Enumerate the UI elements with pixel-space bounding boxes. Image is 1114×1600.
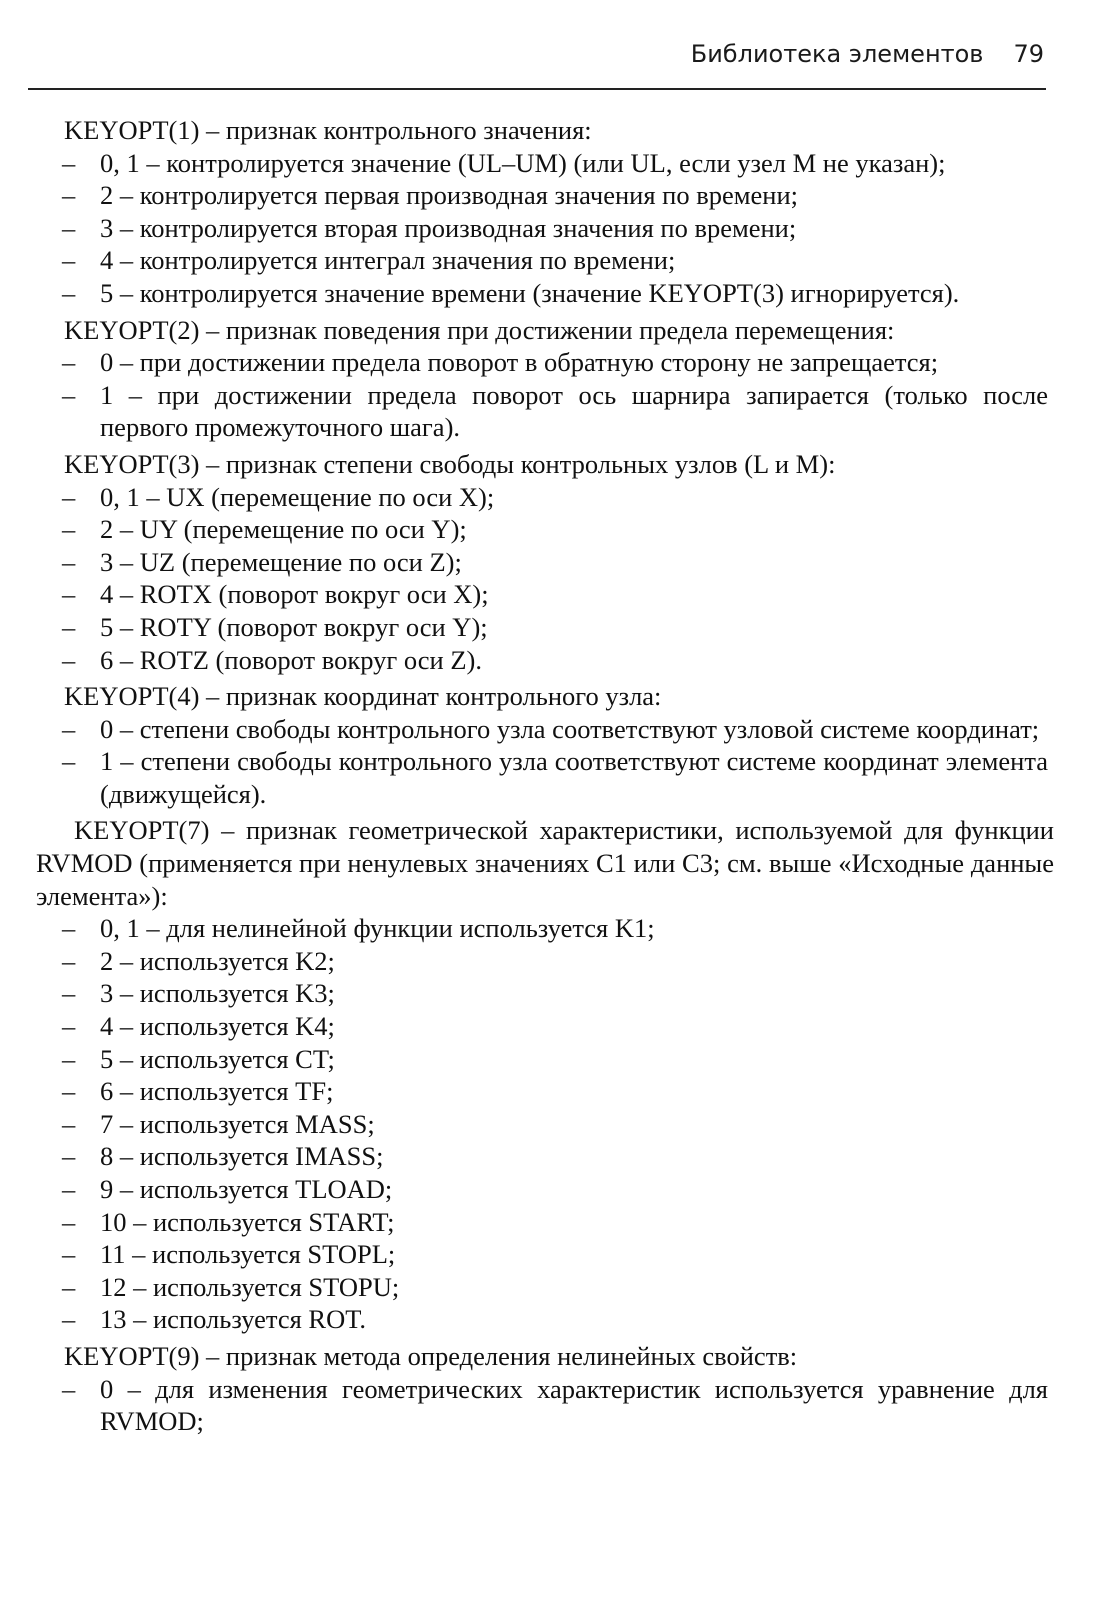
dash-marker: – bbox=[62, 1011, 76, 1042]
list-item: – 13 – используется ROT. bbox=[62, 1304, 367, 1335]
dash-marker: – bbox=[62, 1076, 76, 1107]
list-item: – 0 – для изменения геометрических характеристик используется уравнение для RVMOD; bbox=[62, 1373, 1048, 1437]
list-item: – 3 – UZ (перемещение по оси Z); bbox=[62, 546, 462, 577]
dash-marker: – bbox=[62, 147, 76, 178]
list-item: – 2 – UY (перемещение по оси Y); bbox=[62, 514, 467, 545]
keyopt-heading: KEYOPT(3) – признак степени свободы контрольных узлов (L и M): bbox=[64, 448, 836, 479]
keyopt-block bbox=[0, 814, 1114, 1336]
list-item: – 5 – используется CT; bbox=[62, 1043, 335, 1074]
dash-marker: – bbox=[62, 746, 76, 777]
list-item: – 0 – при достижении предела поворот в обратную сторону не запрещается; bbox=[62, 347, 939, 378]
dash-marker: – bbox=[62, 379, 76, 410]
dash-marker: – bbox=[62, 1239, 76, 1270]
dash-marker: – bbox=[62, 514, 76, 545]
dash-marker: – bbox=[62, 978, 76, 1009]
list-item: – 0, 1 – контролируется значение (UL–UM) (или UL, если узел M не указан); bbox=[62, 147, 946, 178]
dash-marker: – bbox=[62, 180, 76, 211]
dash-marker: – bbox=[62, 1304, 76, 1335]
dash-marker: – bbox=[62, 347, 76, 378]
dash-marker: – bbox=[62, 212, 76, 243]
list-item: – 10 – используется START; bbox=[62, 1206, 395, 1237]
dash-marker: – bbox=[62, 245, 76, 276]
list-item: – 1 – при достижении предела поворот ось шарнира запирается (только после первого промежуточного шага). bbox=[62, 379, 1048, 443]
list-item: – 6 – используется TF; bbox=[62, 1076, 334, 1107]
keyopt-block bbox=[0, 314, 1114, 444]
dash-marker: – bbox=[62, 546, 76, 577]
dash-marker: – bbox=[62, 579, 76, 610]
dash-marker: – bbox=[62, 481, 76, 512]
dash-marker: – bbox=[62, 713, 76, 744]
keyopt-block bbox=[0, 114, 1114, 310]
list-item: – 0, 1 – для нелинейной функции используется K1; bbox=[62, 913, 655, 944]
list-item: – 8 – используется IMASS; bbox=[62, 1141, 384, 1172]
dash-marker: – bbox=[62, 1108, 76, 1139]
keyopt-heading: KEYOPT(4) – признак координат контрольного узла: bbox=[64, 681, 662, 712]
list-item: – 9 – используется TLOAD; bbox=[62, 1174, 393, 1204]
list-item: – 5 – контролируется значение времени (значение KEYOPT(3) игнорируется). bbox=[62, 277, 960, 308]
keyopt-heading: KEYOPT(7) – признак геометрической характеристики, используемой для функции RVMOD (применяется при ненулевых значениях C1 или C3; см. выше «Исходные данные элемента»): bbox=[36, 815, 1054, 911]
list-item: – 3 – используется K3; bbox=[62, 978, 335, 1009]
page-body bbox=[0, 114, 1114, 1438]
dash-marker: – bbox=[62, 1043, 76, 1074]
list-item: – 4 – используется K4; bbox=[62, 1011, 335, 1042]
running-head bbox=[691, 40, 1044, 68]
header-rule bbox=[28, 88, 1046, 90]
dash-marker: – bbox=[62, 611, 76, 642]
dash-marker: – bbox=[62, 1141, 76, 1172]
dash-marker: – bbox=[62, 1271, 76, 1302]
dash-marker: – bbox=[62, 644, 76, 675]
dash-marker: – bbox=[62, 1206, 76, 1237]
dash-marker: – bbox=[62, 277, 76, 308]
list-item: – 2 – используется K2; bbox=[62, 945, 335, 976]
dash-marker: – bbox=[62, 913, 76, 944]
list-item: – 0 – степени свободы контрольного узла соответствуют узловой системе координат; bbox=[62, 713, 1040, 744]
keyopt-heading: KEYOPT(9) – признак метода определения нелинейных свойств: bbox=[64, 1340, 798, 1371]
list-item: – 2 – контролируется первая производная значения по времени; bbox=[62, 180, 798, 211]
keyopt-heading: KEYOPT(1) – признак контрольного значения: bbox=[64, 115, 592, 145]
list-item: – 11 – используется STOPL; bbox=[62, 1239, 396, 1270]
dash-marker: – bbox=[62, 945, 76, 976]
page-number: 79 bbox=[1013, 40, 1044, 68]
list-item: – 1 – степени свободы контрольного узла соответствуют системе координат элемента (движущейся). bbox=[62, 746, 1048, 809]
section-title: Библиотека элементов bbox=[690, 40, 984, 68]
dash-marker: – bbox=[62, 1373, 76, 1404]
dash-marker: – bbox=[62, 1174, 76, 1204]
keyopt-block bbox=[0, 680, 1114, 810]
keyopt-block bbox=[0, 1340, 1114, 1438]
list-item: – 12 – используется STOPU; bbox=[62, 1271, 400, 1302]
keyopt-heading: KEYOPT(2) – признак поведения при достижении предела перемещения: bbox=[64, 314, 895, 345]
list-item: – 4 – контролируется интеграл значения по времени; bbox=[62, 245, 676, 276]
list-item: – 5 – ROTY (поворот вокруг оси Y); bbox=[62, 611, 488, 642]
keyopt-block bbox=[0, 448, 1114, 676]
list-item: – 0, 1 – UX (перемещение по оси X); bbox=[62, 481, 495, 512]
list-item: – 6 – ROTZ (поворот вокруг оси Z). bbox=[62, 644, 482, 675]
list-item: – 3 – контролируется вторая производная значения по времени; bbox=[62, 212, 797, 243]
list-item: – 4 – ROTX (поворот вокруг оси X); bbox=[62, 579, 489, 610]
list-item: – 7 – используется MASS; bbox=[62, 1108, 375, 1139]
